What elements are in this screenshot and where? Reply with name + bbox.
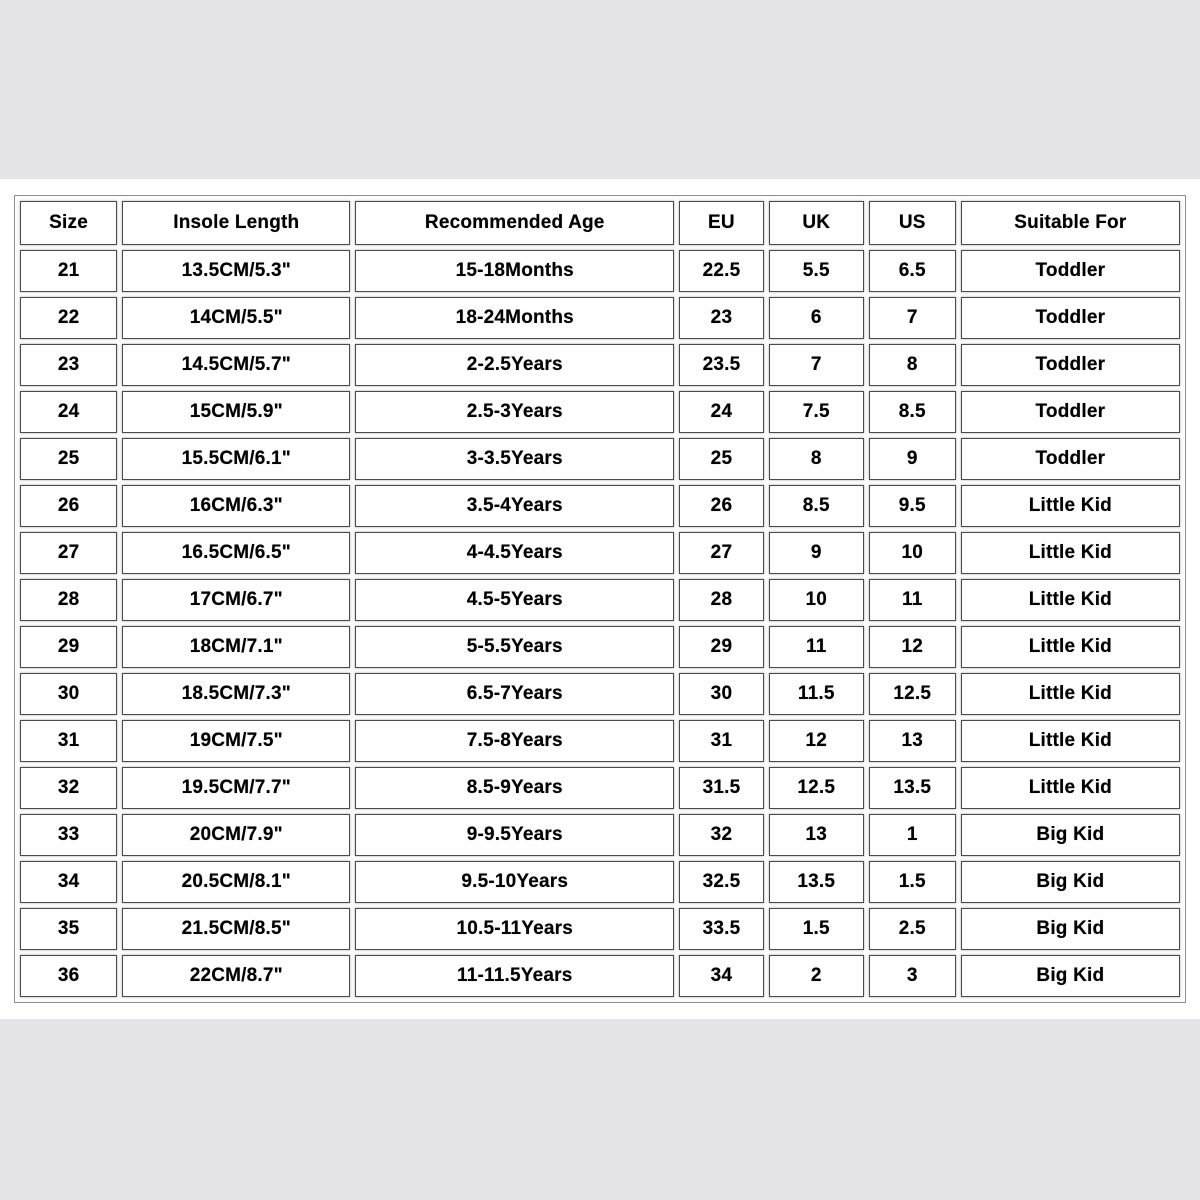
table-cell-us: 12.5 <box>869 673 956 715</box>
table-cell-insole-length: 19CM/7.5" <box>122 720 350 762</box>
table-cell-recommended-age: 8.5-9Years <box>355 767 674 809</box>
table-cell-suitable-for: Little Kid <box>961 626 1180 668</box>
table-cell-suitable-for: Little Kid <box>961 579 1180 621</box>
table-cell-eu: 32.5 <box>679 861 764 903</box>
column-header-insole-length: Insole Length <box>122 201 350 245</box>
table-cell-size: 25 <box>20 438 117 480</box>
table-cell-recommended-age: 15-18Months <box>355 250 674 292</box>
table-cell-eu: 27 <box>679 532 764 574</box>
column-header-us: US <box>869 201 956 245</box>
table-cell-us: 11 <box>869 579 956 621</box>
table-cell-insole-length: 16.5CM/6.5" <box>122 532 350 574</box>
table-row <box>20 861 1180 903</box>
table-cell-us: 9.5 <box>869 485 956 527</box>
table-cell-eu: 23.5 <box>679 344 764 386</box>
table-cell-uk: 13 <box>769 814 864 856</box>
table-cell-uk: 2 <box>769 955 864 997</box>
table-cell-suitable-for: Big Kid <box>961 908 1180 950</box>
table-cell-suitable-for: Toddler <box>961 344 1180 386</box>
table-cell-size: 34 <box>20 861 117 903</box>
table-cell-size: 24 <box>20 391 117 433</box>
table-cell-recommended-age: 3-3.5Years <box>355 438 674 480</box>
table-cell-uk: 11 <box>769 626 864 668</box>
table-cell-us: 8 <box>869 344 956 386</box>
table-cell-insole-length: 20.5CM/8.1" <box>122 861 350 903</box>
table-cell-recommended-age: 11-11.5Years <box>355 955 674 997</box>
table-cell-size: 27 <box>20 532 117 574</box>
table-cell-eu: 24 <box>679 391 764 433</box>
table-cell-size: 23 <box>20 344 117 386</box>
table-cell-recommended-age: 5-5.5Years <box>355 626 674 668</box>
table-row <box>20 391 1180 433</box>
table-row <box>20 720 1180 762</box>
table-cell-insole-length: 18CM/7.1" <box>122 626 350 668</box>
table-cell-insole-length: 21.5CM/8.5" <box>122 908 350 950</box>
table-row <box>20 908 1180 950</box>
table-cell-us: 3 <box>869 955 956 997</box>
table-cell-us: 7 <box>869 297 956 339</box>
table-cell-recommended-age: 18-24Months <box>355 297 674 339</box>
table-cell-insole-length: 19.5CM/7.7" <box>122 767 350 809</box>
table-cell-uk: 6 <box>769 297 864 339</box>
table-cell-size: 32 <box>20 767 117 809</box>
table-row <box>20 344 1180 386</box>
size-chart-table <box>14 195 1186 1003</box>
table-cell-us: 2.5 <box>869 908 956 950</box>
table-row <box>20 485 1180 527</box>
table-cell-eu: 32 <box>679 814 764 856</box>
table-row <box>20 626 1180 668</box>
table-cell-suitable-for: Little Kid <box>961 767 1180 809</box>
table-cell-recommended-age: 7.5-8Years <box>355 720 674 762</box>
table-cell-insole-length: 20CM/7.9" <box>122 814 350 856</box>
table-cell-eu: 28 <box>679 579 764 621</box>
table-cell-eu: 23 <box>679 297 764 339</box>
table-cell-suitable-for: Little Kid <box>961 485 1180 527</box>
size-chart-panel <box>0 179 1200 1019</box>
table-cell-size: 26 <box>20 485 117 527</box>
table-cell-uk: 12 <box>769 720 864 762</box>
table-cell-suitable-for: Little Kid <box>961 532 1180 574</box>
table-cell-suitable-for: Toddler <box>961 391 1180 433</box>
table-row <box>20 297 1180 339</box>
table-header <box>20 201 1180 245</box>
table-cell-insole-length: 14.5CM/5.7" <box>122 344 350 386</box>
column-header-size: Size <box>20 201 117 245</box>
table-cell-us: 13.5 <box>869 767 956 809</box>
table-cell-size: 36 <box>20 955 117 997</box>
table-cell-recommended-age: 2-2.5Years <box>355 344 674 386</box>
table-cell-eu: 33.5 <box>679 908 764 950</box>
table-cell-uk: 8 <box>769 438 864 480</box>
column-header-eu: EU <box>679 201 764 245</box>
table-cell-us: 1.5 <box>869 861 956 903</box>
table-row <box>20 955 1180 997</box>
table-cell-suitable-for: Toddler <box>961 297 1180 339</box>
table-cell-size: 30 <box>20 673 117 715</box>
table-cell-us: 6.5 <box>869 250 956 292</box>
table-cell-recommended-age: 2.5-3Years <box>355 391 674 433</box>
table-cell-uk: 10 <box>769 579 864 621</box>
table-cell-us: 1 <box>869 814 956 856</box>
table-cell-size: 31 <box>20 720 117 762</box>
table-cell-suitable-for: Little Kid <box>961 720 1180 762</box>
table-cell-recommended-age: 3.5-4Years <box>355 485 674 527</box>
table-row <box>20 673 1180 715</box>
table-row <box>20 579 1180 621</box>
table-cell-suitable-for: Little Kid <box>961 673 1180 715</box>
table-cell-uk: 9 <box>769 532 864 574</box>
column-header-uk: UK <box>769 201 864 245</box>
table-cell-eu: 26 <box>679 485 764 527</box>
table-cell-uk: 12.5 <box>769 767 864 809</box>
table-cell-uk: 7 <box>769 344 864 386</box>
table-cell-size: 29 <box>20 626 117 668</box>
table-cell-eu: 30 <box>679 673 764 715</box>
table-cell-recommended-age: 10.5-11Years <box>355 908 674 950</box>
table-cell-eu: 29 <box>679 626 764 668</box>
table-cell-uk: 13.5 <box>769 861 864 903</box>
table-cell-eu: 34 <box>679 955 764 997</box>
table-cell-recommended-age: 9-9.5Years <box>355 814 674 856</box>
table-cell-recommended-age: 9.5-10Years <box>355 861 674 903</box>
table-cell-suitable-for: Toddler <box>961 438 1180 480</box>
table-cell-insole-length: 17CM/6.7" <box>122 579 350 621</box>
table-cell-recommended-age: 4-4.5Years <box>355 532 674 574</box>
table-cell-recommended-age: 4.5-5Years <box>355 579 674 621</box>
header-row <box>20 201 1180 245</box>
table-cell-eu: 31 <box>679 720 764 762</box>
table-cell-uk: 8.5 <box>769 485 864 527</box>
table-cell-recommended-age: 6.5-7Years <box>355 673 674 715</box>
table-cell-us: 12 <box>869 626 956 668</box>
table-cell-suitable-for: Big Kid <box>961 861 1180 903</box>
table-cell-us: 8.5 <box>869 391 956 433</box>
table-cell-size: 35 <box>20 908 117 950</box>
table-cell-uk: 7.5 <box>769 391 864 433</box>
table-cell-size: 33 <box>20 814 117 856</box>
table-cell-suitable-for: Big Kid <box>961 814 1180 856</box>
table-cell-insole-length: 15.5CM/6.1" <box>122 438 350 480</box>
table-cell-us: 13 <box>869 720 956 762</box>
table-row <box>20 767 1180 809</box>
column-header-suitable-for: Suitable For <box>961 201 1180 245</box>
table-row <box>20 250 1180 292</box>
table-cell-uk: 5.5 <box>769 250 864 292</box>
table-cell-us: 9 <box>869 438 956 480</box>
table-cell-eu: 25 <box>679 438 764 480</box>
table-cell-insole-length: 13.5CM/5.3" <box>122 250 350 292</box>
table-cell-size: 28 <box>20 579 117 621</box>
table-cell-uk: 1.5 <box>769 908 864 950</box>
table-body <box>20 250 1180 997</box>
table-cell-eu: 31.5 <box>679 767 764 809</box>
table-cell-eu: 22.5 <box>679 250 764 292</box>
table-cell-insole-length: 16CM/6.3" <box>122 485 350 527</box>
table-cell-insole-length: 22CM/8.7" <box>122 955 350 997</box>
table-cell-uk: 11.5 <box>769 673 864 715</box>
table-row <box>20 532 1180 574</box>
table-cell-us: 10 <box>869 532 956 574</box>
table-row <box>20 814 1180 856</box>
table-cell-suitable-for: Big Kid <box>961 955 1180 997</box>
table-cell-insole-length: 15CM/5.9" <box>122 391 350 433</box>
table-cell-insole-length: 14CM/5.5" <box>122 297 350 339</box>
table-row <box>20 438 1180 480</box>
column-header-recommended-age: Recommended Age <box>355 201 674 245</box>
table-cell-insole-length: 18.5CM/7.3" <box>122 673 350 715</box>
table-cell-size: 22 <box>20 297 117 339</box>
table-cell-size: 21 <box>20 250 117 292</box>
table-cell-suitable-for: Toddler <box>961 250 1180 292</box>
